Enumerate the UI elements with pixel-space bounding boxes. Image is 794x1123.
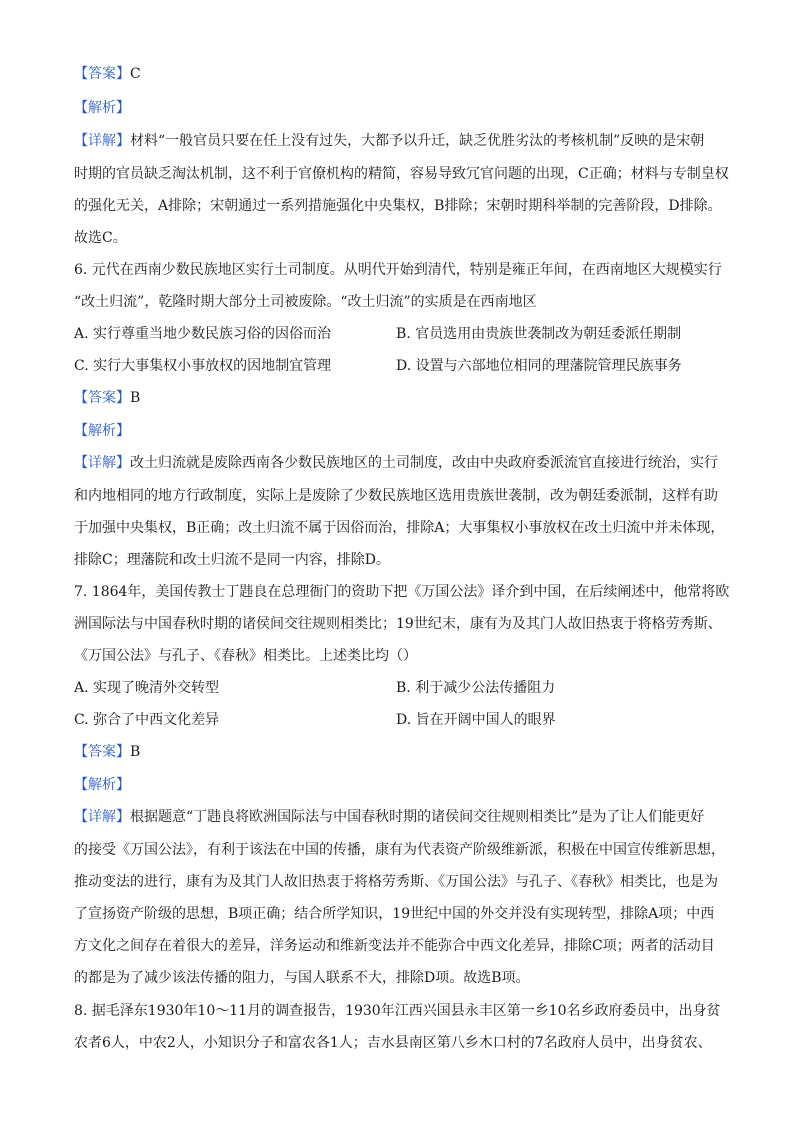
q7-option-b: B. 利于减少公法传播阻力 bbox=[396, 680, 556, 696]
q5-detail-text: 材料“一般官员只要在任上没有过失，大都予以升迁，缺乏优胜劣汰的考核机制”反映的是宋朝 bbox=[130, 133, 705, 149]
q7-answer: B bbox=[130, 744, 141, 760]
q7-stem-line-1: 7. 1864年，美国传教士丁韪良在总理衙门的资助下把《万国公法》译介到中国，在后续阐述中，他常将欧 bbox=[74, 584, 730, 600]
q5-detail-line-3: 的强化无关，A排除；宋朝通过一系列措施强化中央集权，B排除；宋朝时期科举制的完善阶段，D排除。 bbox=[74, 198, 722, 214]
q6-detail-text: 改土归流就是废除西南各少数民族地区的土司制度，改由中央政府委派流官直接进行统治，实行 bbox=[130, 455, 718, 471]
q7-detail-line-5: 方文化之间存在着很大的差异，洋务运动和维新变法并不能弥合中西文化差异，排除C项；两者的活动目 bbox=[74, 938, 715, 954]
q6-option-b: B. 官员选用由贵族世袭制改为朝廷委派任期制 bbox=[396, 326, 682, 342]
q6-detail-line-1 bbox=[74, 453, 734, 473]
q7-stem-line-2: 洲国际法与中国春秋时期的诸侯间交往规则相类比；19世纪末，康有为及其门人故旧热衷于将格劳秀斯、 bbox=[74, 616, 722, 632]
detail-label: 【详解】 bbox=[74, 133, 130, 149]
q7-option-d: D. 旨在开阔中国人的眼界 bbox=[396, 712, 556, 728]
q7-option-c: C. 弥合了中西文化差异 bbox=[74, 712, 220, 728]
q6-detail-line-4: 排除C；理藩院和改土归流不是同一内容，排除D。 bbox=[74, 552, 390, 568]
q7-analysis-label-line bbox=[74, 775, 734, 795]
q6-detail-line-3: 于加强中央集权，B正确；改土归流不属于因俗而治，排除A；大事集权小事放权在改土归流中并未体现， bbox=[74, 520, 725, 536]
q7-detail-line-1 bbox=[74, 807, 734, 827]
q6-detail-line-2: 和内地相同的地方行政制度，实际上是废除了少数民族地区选用贵族世袭制，改为朝廷委派制，这样有助 bbox=[74, 488, 718, 504]
q5-detail-line-2: 时期的官员缺乏淘汰机制，这不利于官僚机构的精简，容易导致冗官问题的出现，C正确；材料与专制皇权 bbox=[74, 166, 729, 182]
q6-option-d: D. 设置与六部地位相同的理藩院管理民族事务 bbox=[396, 358, 682, 374]
q7-stem-line-3: 《万国公法》与孔子、《春秋》相类比。上述类比均（） bbox=[74, 648, 417, 664]
q6-analysis-label-line bbox=[74, 421, 734, 441]
detail-label: 【详解】 bbox=[74, 809, 130, 825]
analysis-label: 【解析】 bbox=[74, 423, 130, 439]
q5-answer: C bbox=[130, 66, 141, 82]
q5-detail-line-1 bbox=[74, 131, 734, 151]
q5-answer-line bbox=[74, 64, 734, 84]
q7-detail-line-4: 了宣扬资产阶级的思想，B项正确；结合所学知识，19世纪中国的外交并没有实现转型，排除A项；中西 bbox=[74, 906, 715, 922]
q6-answer: B bbox=[130, 390, 141, 406]
detail-label: 【详解】 bbox=[74, 455, 130, 471]
q5-analysis-label-line bbox=[74, 98, 734, 118]
q6-answer-line bbox=[74, 388, 734, 408]
q6-option-a: A. 实行尊重当地少数民族习俗的因俗而治 bbox=[74, 326, 332, 342]
q7-detail-line-3: 推动变法的进行，康有为及其门人故旧热衷于将格劳秀斯、《万国公法》与孔子、《春秋》相类比，也是为 bbox=[74, 874, 718, 890]
q6-stem-line-2: “改土归流”，乾隆时期大部分土司被废除。“改土归流”的实质是在西南地区 bbox=[74, 294, 537, 310]
analysis-label: 【解析】 bbox=[74, 100, 130, 116]
q7-detail-line-6: 的都是为了减少该法传播的阻力，与国人联系不大，排除D项。故选B项。 bbox=[74, 970, 530, 986]
q7-detail-text: 根据题意“丁韪良将欧洲国际法与中国春秋时期的诸侯间交往规则相类比”是为了让人们能更好 bbox=[130, 809, 705, 825]
q6-option-c: C. 实行大事集权小事放权的因地制宜管理 bbox=[74, 358, 332, 374]
answer-label: 【答案】 bbox=[74, 744, 130, 760]
q7-option-a: A. 实现了晚清外交转型 bbox=[74, 680, 220, 696]
q5-detail-line-4: 故选C。 bbox=[74, 230, 127, 246]
q8-stem-line-1: 8. 据毛泽东1930年10～11月的调查报告，1930年江西兴国县永丰区第一乡10名乡政府委员中，出身贫 bbox=[74, 1003, 721, 1019]
q8-stem-line-2: 农者6人，中农2人，小知识分子和富农各1人；吉水县南区第八乡木口村的7名政府人员中，出身贫农、 bbox=[74, 1035, 712, 1051]
analysis-label: 【解析】 bbox=[74, 777, 130, 793]
q6-stem-line-1: 6. 元代在西南少数民族地区实行土司制度。从明代开始到清代，特别是雍正年间，在西南地区大规模实行 bbox=[74, 262, 722, 278]
q7-answer-line bbox=[74, 742, 734, 762]
answer-label: 【答案】 bbox=[74, 390, 130, 406]
q7-detail-line-2: 的接受《万国公法》，有利于该法在中国的传播，康有为代表资产阶级维新派，积极在中国宣传维新思想， bbox=[74, 842, 725, 858]
answer-label: 【答案】 bbox=[74, 66, 130, 82]
